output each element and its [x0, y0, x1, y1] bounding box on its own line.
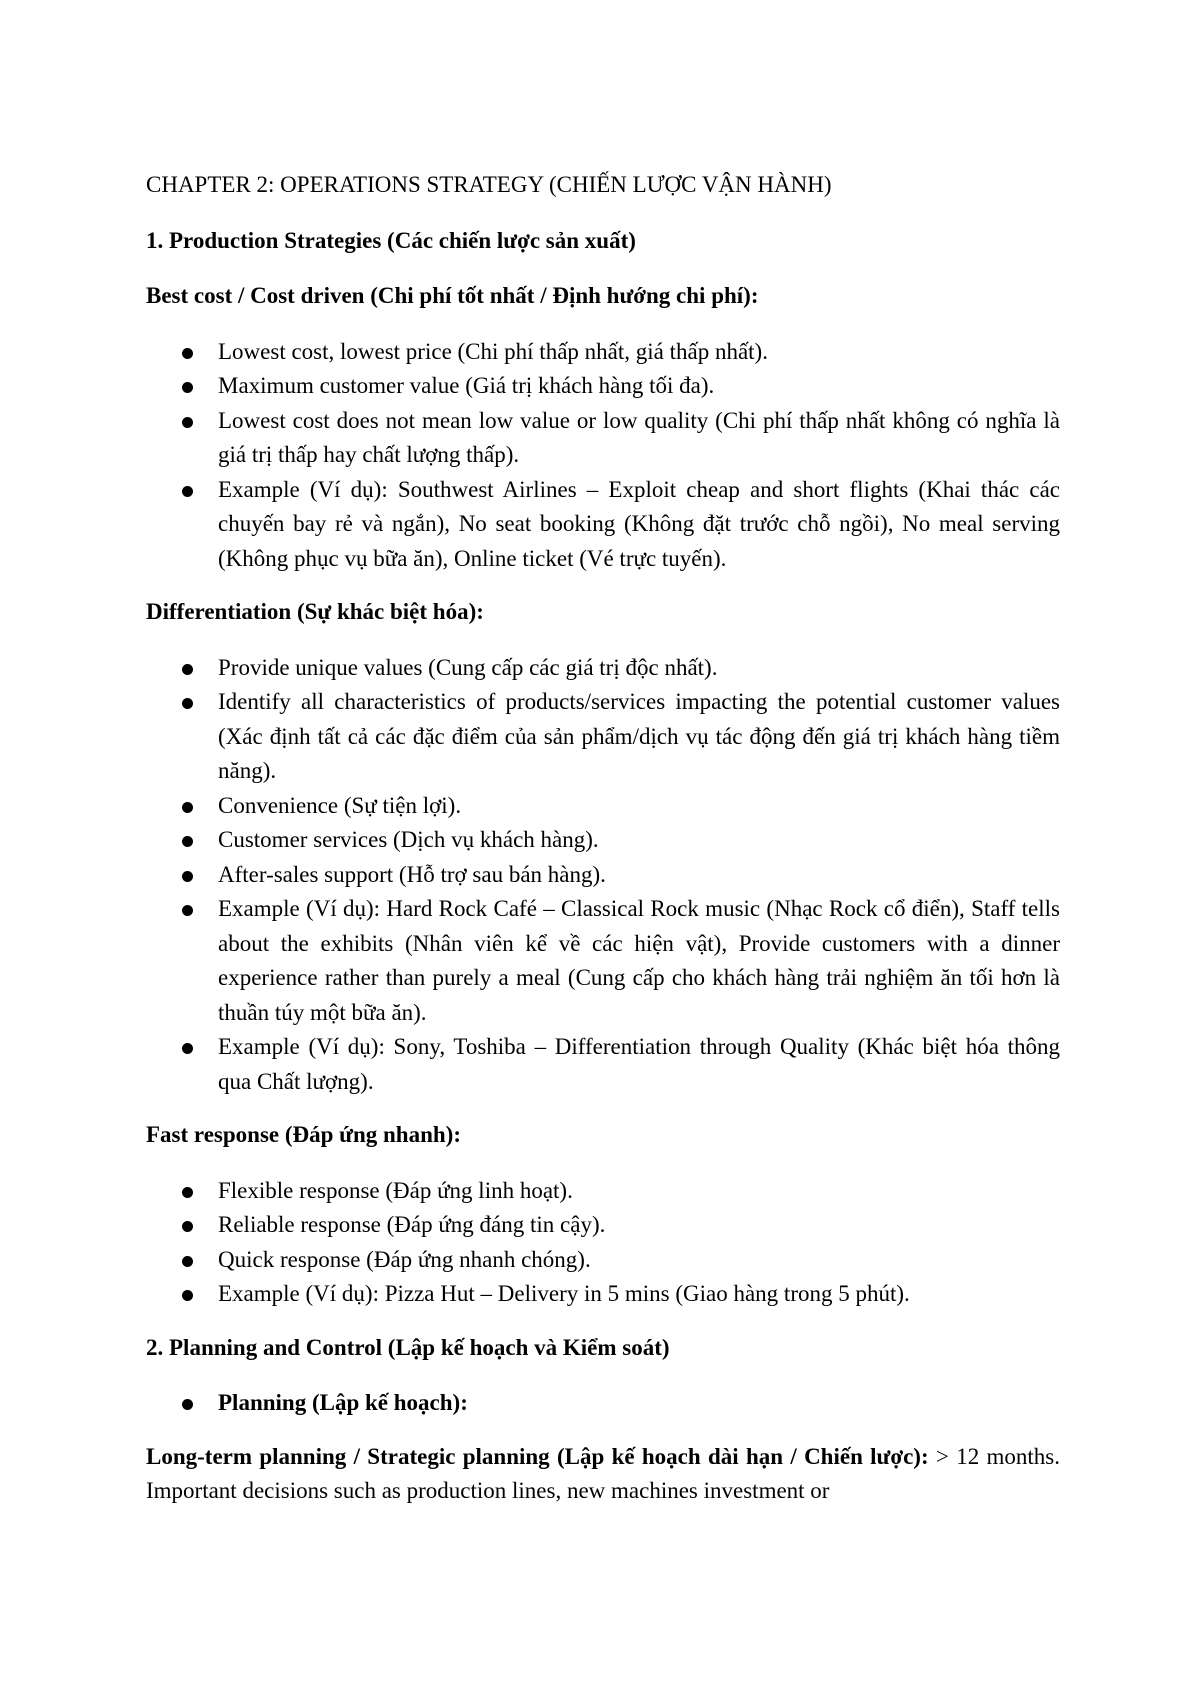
list-item: After-sales support (Hỗ trợ sau bán hàng). [218, 858, 1060, 893]
subheading-fast-response: Fast response (Đáp ứng nhanh): [146, 1122, 461, 1147]
long-term-planning-paragraph [146, 1440, 1060, 1509]
list-item: Example (Ví dụ): Sony, Toshiba – Differentiation through Quality (Khác biệt hóa thông qua Chất lượng). [218, 1030, 1060, 1099]
document-page [146, 168, 1060, 1509]
planning-list [146, 1386, 1060, 1421]
list-item: Maximum customer value (Giá trị khách hàng tối đa). [218, 369, 1060, 404]
differentiation-list [146, 651, 1060, 1100]
section-heading-planning-control: 2. Planning and Control (Lập kế hoạch và Kiểm soát) [146, 1334, 670, 1360]
list-item: Planning (Lập kế hoạch): [218, 1386, 1060, 1421]
list-item: Lowest cost, lowest price (Chi phí thấp nhất, giá thấp nhất). [218, 335, 1060, 370]
list-item: Identify all characteristics of products/services impacting the potential customer values (Xác định tất cả các đặc điểm của sản phẩm/dịch vụ tác động đến giá trị khách hàng tiềm năng). [218, 685, 1060, 789]
long-term-planning-text: > 12 months. Important decisions such as production lines, new machines investment or [146, 1443, 1061, 1503]
list-item: Reliable response (Đáp ứng đáng tin cậy). [218, 1208, 1060, 1243]
list-item: Quick response (Đáp ứng nhanh chóng). [218, 1243, 1060, 1278]
best-cost-list [146, 335, 1060, 577]
list-item: Provide unique values (Cung cấp các giá trị độc nhất). [218, 651, 1060, 686]
chapter-title: CHAPTER 2: OPERATIONS STRATEGY (CHIẾN LƯỢC VẬN HÀNH) [146, 172, 832, 197]
section-heading-production-strategies: 1. Production Strategies (Các chiến lược sản xuất) [146, 227, 636, 253]
list-item: Customer services (Dịch vụ khách hàng). [218, 823, 1060, 858]
list-item: Example (Ví dụ): Southwest Airlines – Exploit cheap and short flights (Khai thác các chuyến bay rẻ và ngắn), No seat booking (Không đặt trước chỗ ngồi), No meal serving (Không phục vụ bữa ăn), Online ticket (Vé trực tuyến). [218, 473, 1060, 577]
subheading-differentiation: Differentiation (Sự khác biệt hóa): [146, 599, 484, 624]
list-item: Example (Ví dụ): Pizza Hut – Delivery in 5 mins (Giao hàng trong 5 phút). [218, 1277, 1060, 1312]
list-item: Lowest cost does not mean low value or low quality (Chi phí thấp nhất không có nghĩa là giá trị thấp hay chất lượng thấp). [218, 404, 1060, 473]
long-term-planning-label: Long-term planning / Strategic planning (Lập kế hoạch dài hạn / Chiến lược): [146, 1443, 929, 1469]
list-item: Example (Ví dụ): Hard Rock Café – Classical Rock music (Nhạc Rock cổ điển), Staff tells about the exhibits (Nhân viên kể về các hiện vật), Provide customers with a dinner experience rather than purely a meal (Cung cấp cho khách hàng trải nghiệm ăn tối hơn là thuần túy một bữa ăn). [218, 892, 1060, 1030]
subheading-best-cost: Best cost / Cost driven (Chi phí tốt nhất / Định hướng chi phí): [146, 283, 759, 308]
list-item: Flexible response (Đáp ứng linh hoạt). [218, 1174, 1060, 1209]
list-item: Convenience (Sự tiện lợi). [218, 789, 1060, 824]
fast-response-list [146, 1174, 1060, 1312]
